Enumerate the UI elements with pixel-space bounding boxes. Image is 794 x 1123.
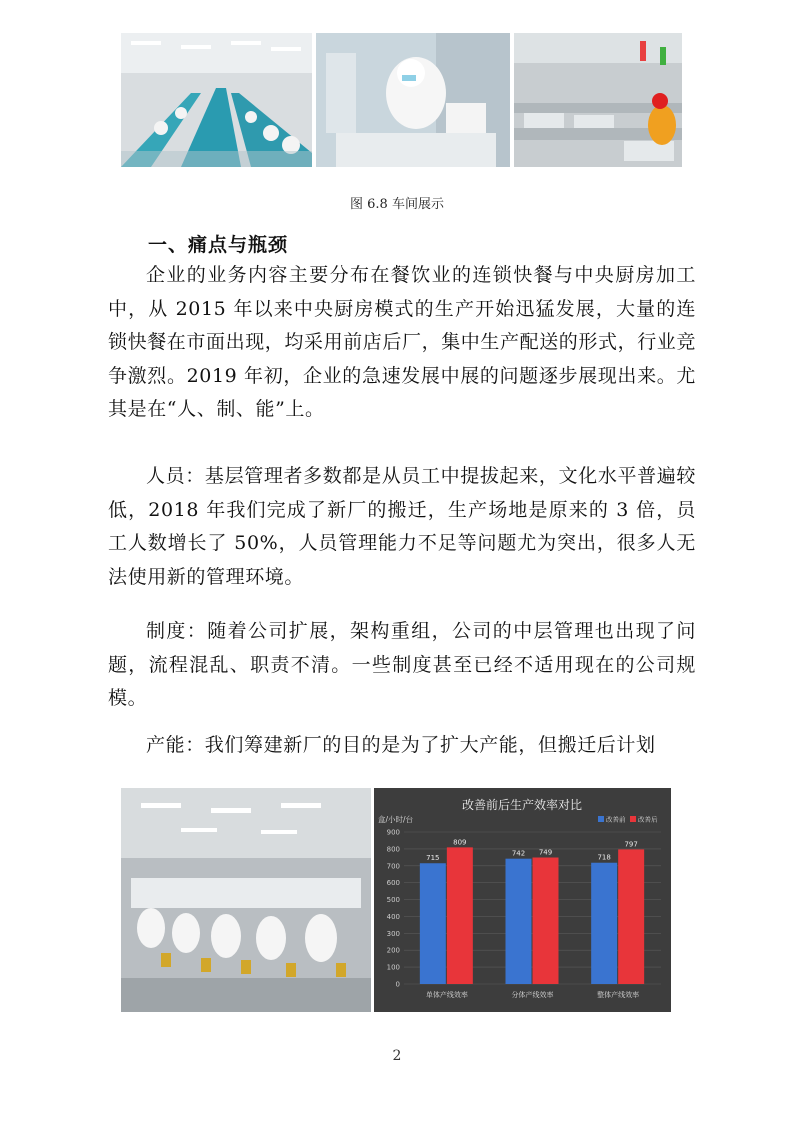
y-tick-label-0: 0 <box>395 980 400 989</box>
workshop-photo-3 <box>514 33 682 167</box>
data-label-1-0: 742 <box>511 849 526 858</box>
y-tick-label-9: 900 <box>386 828 400 837</box>
bar-2-0 <box>591 863 617 984</box>
page-number: 2 <box>392 1048 402 1064</box>
y-tick-label-1: 100 <box>386 963 400 972</box>
chart-title: 改善前后生产效率对比 <box>461 798 583 812</box>
category-label-0: 单体产线效率 <box>425 991 468 999</box>
y-tick-label-2: 200 <box>386 946 400 955</box>
workshop-photo-1 <box>121 33 312 167</box>
y-tick-label-8: 800 <box>386 845 400 854</box>
bar-2-1 <box>618 849 644 984</box>
efficiency-bar-chart <box>374 788 671 1012</box>
paragraph-system: 制度：随着公司扩展，架构重组，公司的中层管理也出现了问题，流程混乱、职责不清。一些制度甚至已经不适用现在的公司规模。 <box>108 620 696 709</box>
data-label-0-1: 809 <box>453 838 467 847</box>
paragraph-personnel: 人员：基层管理者多数都是从员工中提拔起来，文化水平普遍较低，2018 年我们完成了新厂的搬迁，生产场地是原来的 3 倍，员工人数增长了 50%，人员管理能力不足等问题尤为突出，很多人无法使用新的管理环境。 <box>108 465 696 588</box>
figure-caption: 图 6.8 车间展示 <box>350 197 444 212</box>
data-label-2-1: 797 <box>624 840 638 849</box>
bar-0-1 <box>447 847 473 984</box>
workshop-photo-2 <box>316 33 510 167</box>
paragraph-intro: 企业的业务内容主要分布在餐饮业的连锁快餐与中央厨房加工中，从 2015 年以来中央厨房模式的生产开始迅猛发展，大量的连锁快餐在市面出现，均采用前店后厂，集中生产配送的形式，行业竞争激烈。2019 年初，企业的急速发展中展的问题逐步展现出来。尤其是在“人、制、能”上。 <box>108 264 697 420</box>
y-tick-label-4: 400 <box>386 912 400 921</box>
data-label-0-0: 715 <box>426 854 440 863</box>
data-label-2-0: 718 <box>597 853 611 862</box>
bar-1-0 <box>506 859 532 984</box>
y-tick-label-7: 700 <box>386 862 400 871</box>
category-label-2: 整体产线效率 <box>597 991 640 999</box>
legend-swatch-0 <box>598 816 604 822</box>
category-label-1: 分体产线效率 <box>511 991 554 999</box>
production-line-photo <box>121 788 371 1012</box>
paragraph-capacity: 产能：我们筹建新厂的目的是为了扩大产能，但搬迁后计划 <box>146 734 656 756</box>
legend-label-1: 改善后 <box>638 815 658 824</box>
section-heading: 一、痛点与瓶颈 <box>148 234 289 256</box>
y-tick-label-3: 300 <box>386 929 400 938</box>
y-tick-label-6: 600 <box>386 879 400 888</box>
legend-swatch-1 <box>630 816 636 822</box>
chart-ylabel: 盒/小时/台 <box>378 815 414 824</box>
data-label-1-1: 749 <box>538 848 553 857</box>
bar-0-0 <box>420 863 446 984</box>
legend-label-0: 改善前 <box>606 815 626 824</box>
bar-1-1 <box>533 858 559 984</box>
y-tick-label-5: 500 <box>386 896 400 905</box>
